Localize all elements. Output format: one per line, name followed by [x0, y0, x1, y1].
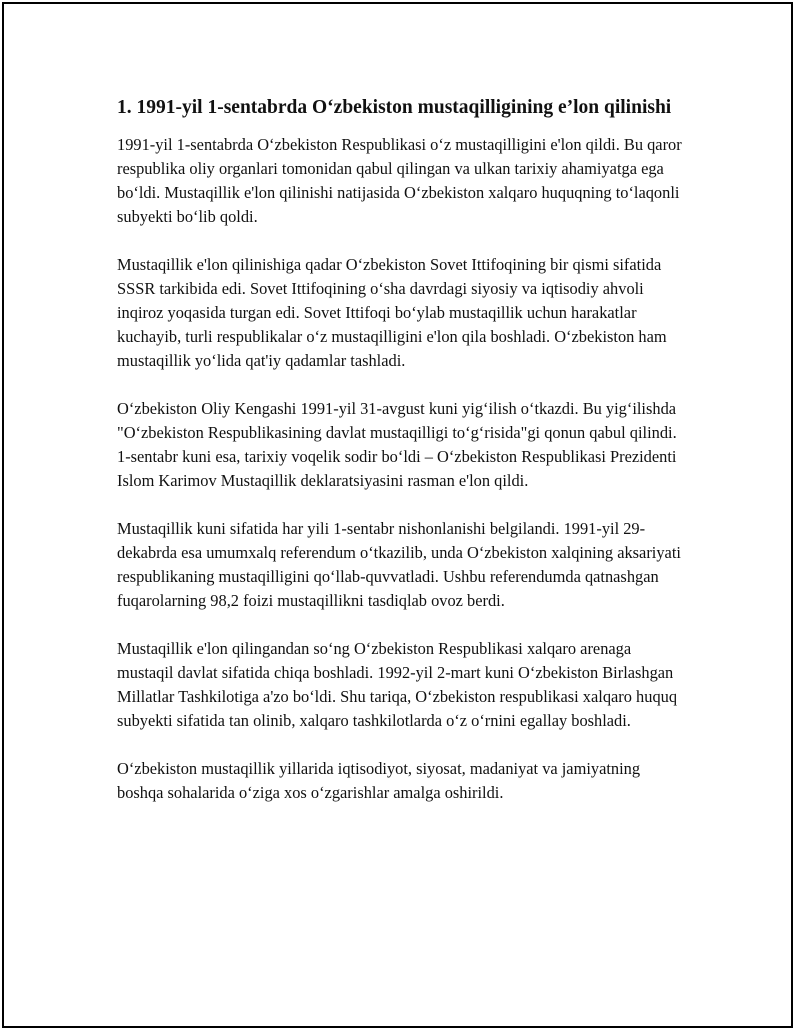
- section-heading: 1. 1991-yil 1-sentabrda O‘zbekiston mustaqilligining e’lon qilinishi: [117, 97, 672, 118]
- paragraph: O‘zbekiston Oliy Kengashi 1991-yil 31-avgust kuni yig‘ilish o‘tkazdi. Bu yig‘ilishda "O‘zbekiston Respublikasining davlat mustaqilligi to‘g‘risida"gi qonun qabul qilindi. 1-sentabr kuni esa, tarixiy voqelik sodir bo‘ldi – O‘zbekiston Respublikasi Prezidenti Islom Karimov Mustaqillik deklaratsiyasini rasman e'lon qildi.: [117, 399, 677, 490]
- paragraph: Mustaqillik kuni sifatida har yili 1-sentabr nishonlanishi belgilandi. 1991-yil 29-dekabrda esa umumxalq referendum o‘tkazilib, unda O‘zbekiston xalqining aksariyati respublikaning mustaqilligini qo‘llab-quvvatladi. Ushbu referendumda qatnashgan fuqarolarning 98,2 foizi mustaqillikni tasdiqlab ovoz berdi.: [117, 519, 681, 610]
- paragraph: Mustaqillik e'lon qilingandan so‘ng O‘zbekiston Respublikasi xalqaro arenaga mustaqil davlat sifatida chiqa boshladi. 1992-yil 2-mart kuni O‘zbekiston Birlashgan Millatlar Tashkilotiga a'zo bo‘ldi. Shu tariqa, O‘zbekiston respublikasi xalqaro huquq subyekti sifatida tan olinib, xalqaro tashkilotlarda o‘z o‘rnini egallay boshladi.: [117, 639, 678, 730]
- paragraph: O‘zbekiston mustaqillik yillarida iqtisodiyot, siyosat, madaniyat va jamiyatning boshqa sohalarida o‘ziga xos o‘zgarishlar amalga oshirildi.: [117, 759, 641, 802]
- document-body: [117, 94, 687, 829]
- paragraph: 1991-yil 1-sentabrda O‘zbekiston Respublikasi o‘z mustaqilligini e'lon qildi. Bu qaror respublika oliy organlari tomonidan qabul qilingan va ulkan tarixiy ahamiyatga ega bo‘ldi. Mustaqillik e'lon qilinishi natijasida O‘zbekiston xalqaro huquqning to‘laqonli subyekti bo‘lib qoldi.: [117, 135, 682, 226]
- paragraph: Mustaqillik e'lon qilinishiga qadar O‘zbekiston Sovet Ittifoqining bir qismi sifatida SSSR tarkibida edi. Sovet Ittifoqining o‘sha davrdagi siyosiy va iqtisodiy ahvoli inqiroz yoqasida turgan edi. Sovet Ittifoqi bo‘ylab mustaqillik uchun harakatlar kuchayib, turli respublikalar o‘z mustaqilligini e'lon qila boshladi. O‘zbekiston ham mustaqillik yo‘lida qat'iy qadamlar tashladi.: [117, 255, 667, 370]
